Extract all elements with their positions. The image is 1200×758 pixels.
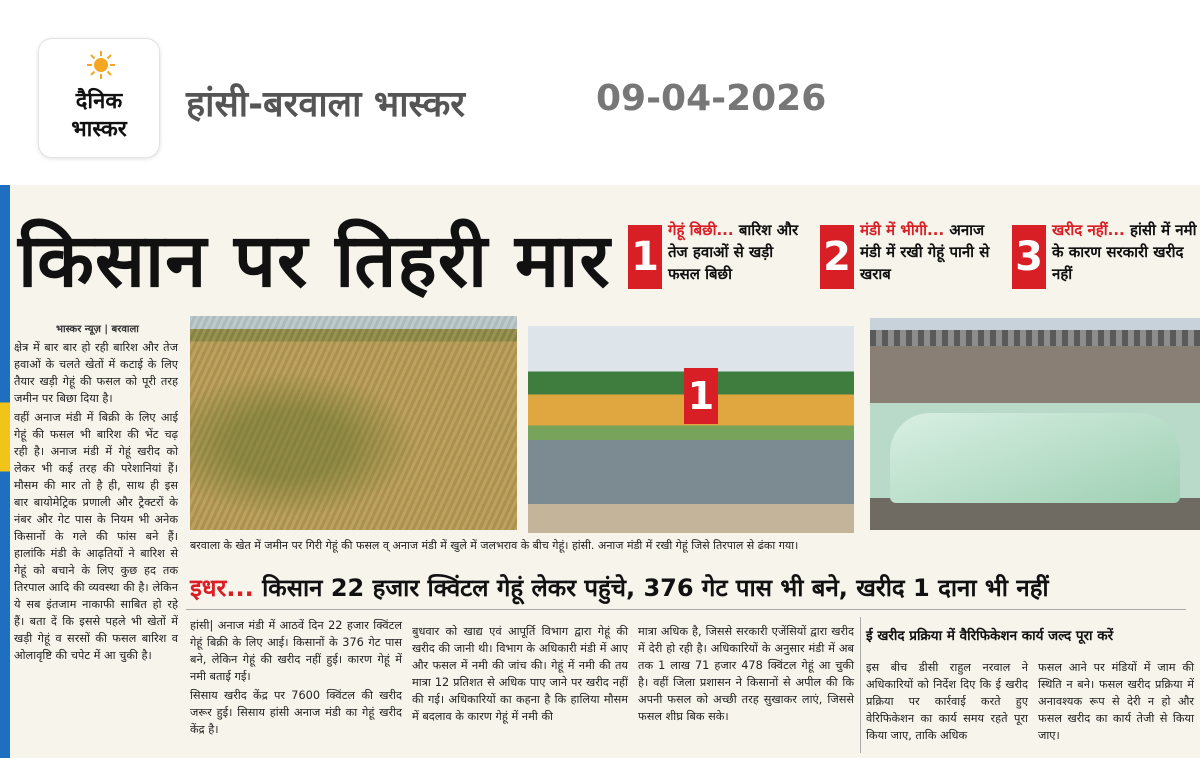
sub-kicker: इधर... xyxy=(190,574,254,602)
tag-number: 2 xyxy=(820,225,854,289)
left-column xyxy=(14,339,178,666)
tag-text xyxy=(668,219,808,285)
tag-number: 3 xyxy=(1012,225,1046,289)
sub-headline xyxy=(190,571,1049,604)
photo-number-badge: 1 xyxy=(684,368,718,424)
article-headline: किसान पर तिहरी मार xyxy=(18,218,611,304)
column-2 xyxy=(190,617,402,740)
tag-highlight: मंडी में भीगी... xyxy=(860,221,945,239)
tag-number: 1 xyxy=(628,225,662,289)
adjacent-page-strip xyxy=(0,185,10,758)
photo-caption: बरवाला के खेत में जमीन पर गिरी गेहूं की फसल व् अनाज मंडी में खुले में जलभराव के बीच गेहूं। हांसी. अनाज मंडी में रखी गेहूं जिसे तिरपाल से ढंका गया। xyxy=(190,539,799,552)
waterlogged-mandi-photo xyxy=(528,326,854,533)
right-sub-headline: ई खरीद प्रक्रिया में वैरिफिकेशन कार्य जल्द पूरा करें xyxy=(866,628,1114,644)
logo-text-line2: भास्कर xyxy=(71,117,127,142)
divider xyxy=(860,617,861,753)
tarpaulin xyxy=(890,413,1180,503)
column-4: मात्रा अधिक है, जिससे सरकारी एजेंसियों द्वारा खरीद में देरी हो रही है। अधिकारियों के अनुसार मंडी में अब तक 1 लाख 71 हजार 478 क्विंटल गेहूं आ चुकी है। वहीं जिला प्रशासन ने किसानों से अपील की कि अपनी फसल को अच्छी तरह सुखाकर लाएं, जिससे फसल शीघ्र बिक सके। xyxy=(638,625,854,723)
paragraph: क्षेत्र में बार बार हो रही बारिश और तेज हवाओं के चलते खेतों में कटाई के लिए तैयार खड़ी गेहूं की फसल को पूरी तरह जमीन पर बिछा दिया है। xyxy=(14,341,178,405)
edition-date: 09-04-2026 xyxy=(596,78,827,119)
tag-highlight: गेहूं बिछी... xyxy=(668,221,734,239)
byline: भास्कर न्यूज़ | बरवाला xyxy=(56,324,139,335)
paragraph: हांसी| अनाज मंडी में आठवें दिन 22 हजार क्विंटल गेहूं बिक्री के लिए आई। किसानों के 376 गेट पास बने, लेकिन गेहूं की खरीद नहीं हुई। कारण गेहूं में नमी बताई गई। xyxy=(190,619,402,683)
column-6: फसल आने पर मंडियों में जाम की स्थिति न बने। फसल खरीद प्रक्रिया में अनावश्यक रूप से देरी न हो और फसल खरीद का कार्य तेजी से किया जाए। xyxy=(1038,661,1194,742)
tag-body: अनाज मंडी में रखी गेहूं पानी से खराब xyxy=(860,221,990,283)
tag-body: बारिश और तेज हवाओं से खड़ी फसल बिछी xyxy=(668,221,799,283)
logo-text-line1: दैनिक xyxy=(75,89,123,114)
sub-headline-text: किसान 22 हजार क्विंटल गेहूं लेकर पहुंचे, 376 गेट पास भी बने, खरीद 1 दाना भी नहीं xyxy=(262,574,1049,602)
tag-text xyxy=(1052,219,1200,285)
newspaper-clipping[interactable] xyxy=(0,185,1200,758)
edition-title: हांसी-बरवाला भास्कर xyxy=(186,84,465,125)
tag-body: हांसी में नमी के कारण सरकारी खरीद नहीं xyxy=(1052,221,1197,283)
paragraph: सिसाय खरीद केंद्र पर 7600 क्विंटल की खरीद जरूर हुई। सिसाय हांसी अनाज मंडी का गेहूं खरीद केंद्र है। xyxy=(190,689,402,736)
dainik-bhaskar-logo[interactable] xyxy=(38,38,160,158)
divider xyxy=(186,609,1186,610)
fallen-wheat-field-photo xyxy=(190,316,517,530)
shed-roof xyxy=(870,330,1200,346)
sun-icon xyxy=(87,51,115,79)
tag-highlight: खरीद नहीं... xyxy=(1052,221,1125,239)
tag-text xyxy=(860,219,1000,285)
column-5: इस बीच डीसी राहुल नरवाल ने अधिकारियों को निर्देश दिए कि ई खरीद प्रक्रिया पर कार्रवाई करते हुए वेरिफिकेशन का कार्य समय रहते पूरा किया जाए, ताकि अधिक xyxy=(866,661,1028,742)
column-3: बुधवार को खाद्य एवं आपूर्ति विभाग द्वारा गेहूं की खरीद की जानी थी। विभाग के अधिकारी मंडी में आए और फसल में नमी की जांच की। गेहूं में नमी की तय मात्रा 12 प्रतिशत से अधिक पाए जाने पर खरीद नहीं की गई। अधिकारियों का कहना है कि हालिया मौसम में बदलाव के कारण गेहूं में नमी की xyxy=(412,625,628,723)
covered-wheat-photo xyxy=(870,318,1200,530)
paragraph: वहीं अनाज मंडी में बिक्री के लिए आई गेहूं की फसल भी बारिश की भेंट चढ़ रही है। अनाज मंडी में गेहूं खरीद को लेकर भी कई तरह की परेशानियां हैं। मौसम की मार तो है ही, साथ ही इस बार बायोमेट्रिक प्रणाली और ट्रैक्टरों के नंबर और गेट पास के नियम भी अनेक किसानों के गले की फांस बने हैं। हालांकि मंडी के आढ़तियों ने बारिश से गेहूं को बचाने के लिए कुछ हद तक तिरपाल आदि की व्यवस्था की है। लेकिन ये सब इंतजाम नाकाफी साबित हो रहे हैं। बता दें कि इससे पहले भी खेतों में खड़ी गेहूं व सरसों की फसल बारिश व ओलावृष्टि की चपेट में आ चुकी है। xyxy=(14,411,178,662)
